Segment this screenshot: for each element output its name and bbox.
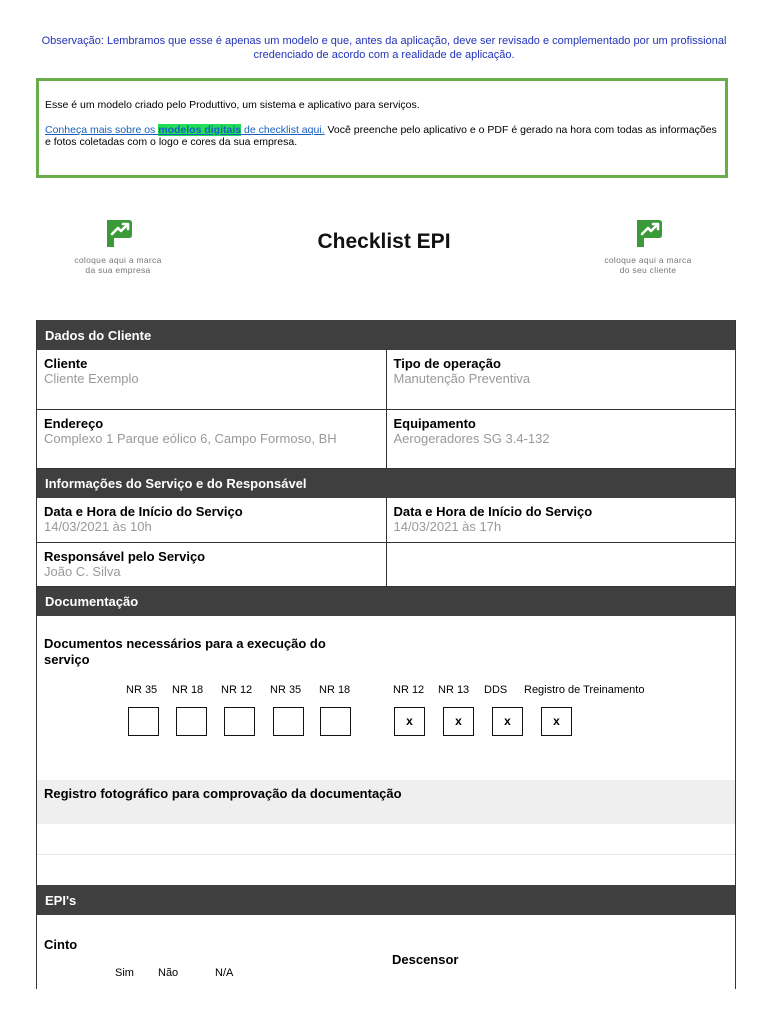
promo-rest: Você preenche pelo aplicativo e o PDF é gerado na hora com todas as informações e fotos coletadas com o logo e cores da sua empresa. xyxy=(45,124,717,148)
field-empty xyxy=(386,543,736,586)
doc-name: Registro de Treinamento xyxy=(524,684,645,696)
doc-checkbox[interactable]: x xyxy=(541,707,572,736)
doc-checkbox[interactable] xyxy=(273,707,304,736)
label-endereco: Endereço xyxy=(44,416,104,431)
doc-name: NR 18 xyxy=(172,684,204,696)
promo-line2 xyxy=(45,124,719,148)
value-endereco: Complexo 1 Parque eólico 6, Campo Formoso, BH xyxy=(44,431,337,446)
doc-checkbox[interactable] xyxy=(128,707,159,736)
doc-name: NR 13 xyxy=(438,684,470,696)
produttivo-logo-icon xyxy=(101,216,135,250)
company-logo-caption-1: coloque aqui a marca xyxy=(74,255,162,265)
promo-link[interactable] xyxy=(45,124,325,136)
doc-name: NR 35 xyxy=(126,684,158,696)
section-header-cliente: Dados do Cliente xyxy=(37,320,735,350)
label-tipo-operacao: Tipo de operação xyxy=(393,356,501,371)
company-logo-placeholder xyxy=(60,216,176,275)
option-na[interactable]: N/A xyxy=(215,967,234,979)
doc-checkbox[interactable]: x xyxy=(394,707,425,736)
doc-checkbox[interactable] xyxy=(320,707,351,736)
field-responsavel xyxy=(37,543,386,586)
label-cliente: Cliente xyxy=(44,356,88,371)
label-data-inicio-2: Data e Hora de Início do Serviço xyxy=(393,504,593,519)
value-responsavel: João C. Silva xyxy=(44,564,121,579)
field-data-inicio-1 xyxy=(37,498,386,542)
value-equipamento: Aerogeradores SG 3.4-132 xyxy=(393,431,550,446)
doc-checkbox[interactable] xyxy=(224,707,255,736)
doc-name: NR 35 xyxy=(270,684,302,696)
page-title: Checklist EPI xyxy=(317,230,451,253)
section-header-epis: EPI's xyxy=(37,885,735,915)
value-tipo-operacao: Manutenção Preventiva xyxy=(393,371,531,386)
section-header-servico: Informações do Serviço e do Responsável xyxy=(37,469,735,498)
promo-box xyxy=(36,78,728,178)
client-logo-caption-1: coloque aqui a marca xyxy=(604,255,692,265)
label-descensor: Descensor xyxy=(392,952,459,967)
client-logo-caption-2: do seu cliente xyxy=(619,265,677,275)
checklist-table xyxy=(36,320,736,989)
doc-name: NR 12 xyxy=(221,684,253,696)
label-equipamento: Equipamento xyxy=(393,416,476,431)
doc-checkbox[interactable] xyxy=(176,707,207,736)
value-data-inicio-2: 14/03/2021 às 17h xyxy=(393,519,502,534)
doc-checkbox[interactable]: x xyxy=(492,707,523,736)
doc-name: NR 18 xyxy=(319,684,351,696)
option-sim[interactable]: Sim xyxy=(115,967,134,979)
doc-name: NR 12 xyxy=(393,684,425,696)
field-tipo-operacao xyxy=(386,350,736,409)
field-data-inicio-2 xyxy=(386,498,736,542)
documentos-area xyxy=(37,616,735,780)
option-nao[interactable]: Não xyxy=(158,967,179,979)
row-responsavel xyxy=(37,543,735,587)
documentos-label: Documentos necessários para a execução do serviço xyxy=(44,636,326,667)
field-cliente xyxy=(37,350,386,409)
field-endereco xyxy=(37,410,386,468)
produttivo-logo-icon xyxy=(631,216,665,250)
promo-link-post: de checklist aqui. xyxy=(241,124,325,136)
promo-link-highlight: modelos digitais xyxy=(158,124,242,136)
field-equipamento xyxy=(386,410,736,468)
company-logo-caption-2: da sua empresa xyxy=(85,265,151,275)
doc-name: DDS xyxy=(484,684,508,696)
observation-note: Observação: Lembramos que esse é apenas um modelo e que, antes da aplicação, deve ser revisado e complementado por um profissional credenciado de acordo com a realidade de aplicação. xyxy=(41,35,727,61)
photo-blank-row xyxy=(37,824,735,855)
label-responsavel: Responsável pelo Serviço xyxy=(44,549,206,564)
row-cliente xyxy=(37,350,735,410)
row-endereco xyxy=(37,410,735,469)
doc-checkbox[interactable]: x xyxy=(443,707,474,736)
promo-link-pre: Conheça mais sobre os xyxy=(45,124,159,136)
value-cliente: Cliente Exemplo xyxy=(44,371,139,386)
client-logo-placeholder xyxy=(590,216,706,275)
epis-area xyxy=(37,915,735,989)
photo-blank-row xyxy=(37,855,735,885)
label-data-inicio-1: Data e Hora de Início do Serviço xyxy=(44,504,243,519)
label-cinto: Cinto xyxy=(44,937,78,952)
promo-line1: Esse é um modelo criado pelo Produttivo, um sistema e aplicativo para serviços. xyxy=(45,99,420,111)
row-datas xyxy=(37,498,735,543)
section-header-documentacao: Documentação xyxy=(37,587,735,616)
registro-fotografico-label: Registro fotográfico para comprovação da documentação xyxy=(37,780,735,824)
value-data-inicio-1: 14/03/2021 às 10h xyxy=(44,519,152,534)
